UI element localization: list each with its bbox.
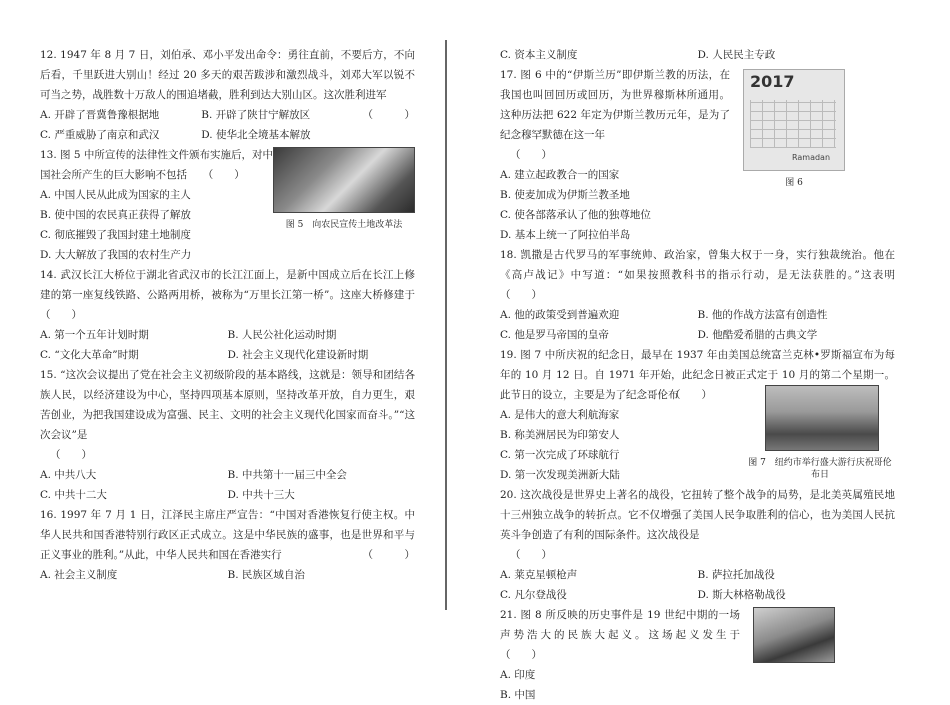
option-b[interactable]: B. 民族区域自治 bbox=[227, 569, 305, 581]
question-18 bbox=[500, 245, 895, 345]
option-c[interactable]: C. “文化大革命”时期 bbox=[40, 349, 139, 361]
option-c[interactable]: C. 彻底摧毁了我国封建土地制度 bbox=[40, 229, 191, 241]
option-d[interactable]: D. 第一次发现美洲新大陆 bbox=[500, 469, 620, 481]
option-d[interactable]: D. 人民民主专政 bbox=[697, 49, 776, 61]
question-text: 图 8 所反映的历史事件是 19 世纪中期的一场声势浩大的民族大起义。这场起义发生于 bbox=[500, 609, 740, 641]
option-c[interactable]: C. 使各部落承认了他的独尊地位 bbox=[500, 209, 651, 221]
question-20 bbox=[500, 485, 895, 605]
option-b[interactable]: B. 萨拉托加战役 bbox=[697, 569, 775, 581]
option-a[interactable]: A. 莱克星顿枪声 bbox=[500, 569, 578, 581]
columbus-day-parade-photo bbox=[765, 385, 879, 451]
option-d[interactable]: D. 社会主义现代化建设新时期 bbox=[227, 349, 369, 361]
calendar-brand: Ramadan bbox=[792, 153, 831, 162]
figure-8 bbox=[753, 607, 835, 663]
option-b[interactable]: B. 使中国的农民真正获得了解放 bbox=[40, 209, 191, 221]
answer-paren: （ ） bbox=[50, 449, 92, 461]
question-text: 图 7 中所庆祝的纪念日，最早在 1937 年由美国总统富兰克林•罗斯福宣布为每年的 10 月 12 日。自 1971 年开始，此纪念日被正式定于 10 月的第二个星期一。此节日的设立，主要是为了纪念哥伦布 bbox=[500, 349, 895, 401]
option-a[interactable]: A. 他的政策受到普遍欢迎 bbox=[500, 309, 620, 321]
option-c[interactable]: C. 凡尔登战役 bbox=[500, 589, 567, 601]
option-c[interactable]: C. 第一次完成了环球航行 bbox=[500, 449, 620, 461]
question-number: 16. bbox=[40, 509, 57, 521]
option-a[interactable]: A. 开辟了晋冀鲁豫根据地 bbox=[40, 109, 160, 121]
calendar-year: 2017 bbox=[750, 72, 795, 91]
question-text: 图 6 中的“伊斯兰历”即伊斯兰教的历法，在我国也叫回回历或回历，为世界穆斯林所通用。这种历法把 622 年定为伊斯兰教历元年，是为了纪念穆罕默德在这一年 bbox=[500, 69, 731, 141]
answer-paren: （ ） bbox=[500, 289, 542, 301]
option-c[interactable]: C. 资本主义制度 bbox=[500, 49, 578, 61]
option-a[interactable]: A. 中国人民从此成为国家的主人 bbox=[40, 189, 191, 201]
question-number: 17. bbox=[500, 69, 517, 81]
question-number: 15. bbox=[40, 369, 57, 381]
question-19 bbox=[500, 345, 895, 485]
question-14 bbox=[40, 265, 415, 365]
option-a[interactable]: A. 第一个五年计划时期 bbox=[40, 329, 149, 341]
option-d[interactable]: D. 基本上统一了阿拉伯半岛 bbox=[500, 229, 631, 241]
uprising-painting bbox=[753, 607, 835, 663]
question-21 bbox=[500, 605, 895, 705]
question-number: 19. bbox=[500, 349, 517, 361]
calendar-grid bbox=[750, 100, 836, 148]
question-17 bbox=[500, 65, 895, 245]
option-a[interactable]: A. 中共八大 bbox=[40, 469, 97, 481]
question-text: 武汉长江大桥位于湖北省武汉市的长江江面上，是新中国成立后在长江上修建的第一座复线铁路、公路两用桥，被称为“万里长江第一桥”。这座大桥修建于 bbox=[40, 269, 416, 301]
answer-paren: （ ） bbox=[362, 109, 415, 121]
figure-caption: 图 7 纽约市举行盛大游行庆祝哥伦布日 bbox=[748, 458, 892, 480]
answer-paren: （ ） bbox=[500, 649, 542, 661]
figure-5 bbox=[273, 147, 415, 231]
option-a[interactable]: A. 社会主义制度 bbox=[40, 569, 118, 581]
question-12 bbox=[40, 45, 415, 145]
answer-paren: （ ） bbox=[362, 549, 415, 561]
option-b[interactable]: B. 中国 bbox=[500, 689, 536, 701]
answer-paren: （ ） bbox=[510, 549, 552, 561]
figure-6 bbox=[743, 69, 845, 189]
option-d[interactable]: D. 他酷爱希腊的古典文学 bbox=[697, 329, 818, 341]
option-b[interactable]: B. 使麦加成为伊斯兰教圣地 bbox=[500, 189, 630, 201]
question-15 bbox=[40, 365, 415, 505]
question-13 bbox=[40, 145, 415, 265]
answer-paren: （ ） bbox=[670, 389, 712, 401]
option-d[interactable]: D. 中共十三大 bbox=[227, 489, 295, 501]
question-number: 20. bbox=[500, 489, 517, 501]
option-b[interactable]: B. 中共第十一届三中全会 bbox=[227, 469, 347, 481]
figure-7 bbox=[745, 385, 895, 481]
land-reform-photo bbox=[273, 147, 415, 213]
question-number: 13. bbox=[40, 149, 57, 161]
question-16 bbox=[40, 505, 415, 585]
option-b[interactable]: B. 称美洲居民为印第安人 bbox=[500, 429, 620, 441]
question-text: 凯撒是古代罗马的军事统帅、政治家，曾集大权于一身，实行独裁统治。他在《高卢战记》中写道：“如果按照教科书的指示行动，是无法获胜的。”这表明 bbox=[500, 249, 896, 281]
question-text: 这次战役是世界史上著名的战役，它扭转了整个战争的局势，是北美英属殖民地十三州独立战争的转折点。它不仅增强了美国人民争取胜利的信心，也为美国人民抗英斗争创造了有利的国际条件。这次战役是 bbox=[500, 489, 896, 541]
option-a[interactable]: A. 是伟大的意大利航海家 bbox=[500, 409, 620, 421]
option-c[interactable]: C. 他是罗马帝国的皇帝 bbox=[500, 329, 609, 341]
question-number: 21. bbox=[500, 609, 517, 621]
question-text: 1997 年 7 月 1 日，江泽民主席庄严宣告：“中国对香港恢复行使主权。中华人民共和国香港特别行政区正式成立。这是中华民族的盛事，也是世界和平与正义事业的胜利。”从此，中华人民共和国在香港实行 bbox=[40, 509, 415, 561]
question-text: “这次会议提出了党在社会主义初级阶段的基本路线，这就是：领导和团结各族人民，以经济建设为中心，坚持四项基本原则，坚持改革开放，自力更生，艰苦创业，为把我国建设成为富强、民主、文明的社会主义现代化国家而奋斗。”“这次会议”是 bbox=[40, 369, 415, 441]
question-text: 1947 年 8 月 7 日，刘伯承、邓小平发出命令：勇往直前，不要后方，不向后看，千里跃进大别山！经过 20 多天的艰苦跋涉和激烈战斗，刘邓大军以锐不可当之势，战胜数十万敌人的围追堵截，胜利到达大别山区。这次胜利进军 bbox=[40, 49, 415, 101]
option-a[interactable]: A. 印度 bbox=[500, 669, 536, 681]
option-a[interactable]: A. 建立起政教合一的国家 bbox=[500, 169, 620, 181]
option-d[interactable]: D. 斯大林格勒战役 bbox=[697, 589, 786, 601]
figure-caption: 图 6 bbox=[785, 178, 803, 188]
option-b[interactable]: B. 开辟了陕甘宁解放区 bbox=[201, 109, 311, 121]
option-d[interactable]: D. 使华北全境基本解放 bbox=[201, 129, 311, 141]
option-b[interactable]: B. 人民公社化运动时期 bbox=[227, 329, 337, 341]
option-c[interactable]: C. 严重威胁了南京和武汉 bbox=[40, 129, 160, 141]
option-b[interactable]: B. 他的作战方法富有创造性 bbox=[697, 309, 828, 321]
right-column bbox=[500, 45, 895, 705]
question-number: 18. bbox=[500, 249, 517, 261]
column-divider bbox=[445, 40, 447, 610]
question-number: 14. bbox=[40, 269, 57, 281]
question-16-continued bbox=[500, 45, 895, 65]
answer-paren: （ ） bbox=[208, 169, 245, 181]
option-c[interactable]: C. 中共十二大 bbox=[40, 489, 107, 501]
answer-paren: （ ） bbox=[40, 309, 82, 321]
question-number: 12. bbox=[40, 49, 57, 61]
question-text: 图 5 中所宣传的法律性文件颁布实施后，对中国社会所产生的巨大影响不包括 bbox=[40, 149, 273, 181]
left-column bbox=[40, 45, 415, 585]
option-d[interactable]: D. 大大解放了我国的农村生产力 bbox=[40, 249, 192, 261]
islamic-calendar-photo bbox=[743, 69, 845, 171]
figure-caption: 图 5 向农民宣传土地改革法 bbox=[285, 220, 403, 230]
answer-paren: （ ） bbox=[510, 149, 552, 161]
